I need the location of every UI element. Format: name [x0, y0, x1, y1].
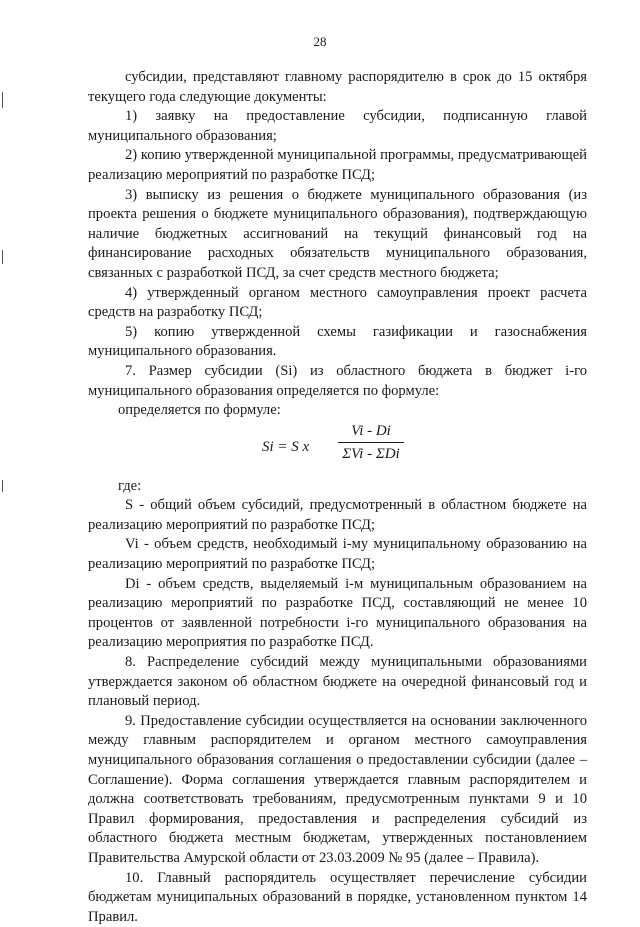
paragraph-2: 2) копию утвержденной муниципальной программы, предусматривающей реализацию мероприятий по разработке ПСД; [88, 147, 587, 183]
formula-lhs: Si = S x [262, 438, 310, 455]
formula-fraction [338, 421, 404, 464]
paragraph-11: Di - объем средств, выделяемый i-м муниципальным образованием на реализацию мероприятий по разработке ПСД, составляющий не менее 10 процентов от заявленной потребности i-го муниципального образования на реализацию мероприятия по разработке ПСД. [88, 575, 587, 651]
paragraph-4: 4) утвержденный органом местного самоуправления проект расчета средств на разработку ПСД; [88, 284, 587, 321]
scan-mark [2, 92, 3, 108]
formula-numerator: Vi - Di [351, 422, 391, 439]
paragraph-12: 8. Распределение субсидий между муниципальными образованиями утверждается законом об областном бюджете на очередной финансовый год и плановый период. [88, 654, 587, 710]
scan-mark [2, 480, 3, 492]
page-number: 28 [313, 34, 327, 49]
scan-mark [2, 250, 3, 264]
subsidy-formula [88, 421, 587, 477]
formula-denominator: ΣVi - ΣDi [342, 445, 400, 462]
paragraph-3: 3) выписку из решения о бюджете муниципального образования (из проекта решения о бюджете муниципального образования), подтверждающую наличие бюджетных ассигнований на текущий финансовый год на финансирование расходных обязательств муниципального образования, связанных с разработкой ПСД, за счет средств местного бюджета; [88, 186, 587, 281]
document-body [88, 68, 587, 927]
paragraph-9: S - общий объем субсидий, предусмотренный в областном бюджете на реализацию мероприятий по разработке ПСД; [88, 497, 587, 533]
paragraph-14: 10. Главный распорядитель осуществляет перечисление субсидии бюджетам муниципальных образований в порядке, установленном пунктом 14 Правил. [88, 869, 587, 925]
paragraph-5: 5) копию утвержденной схемы газификации и газоснабжения муниципального образования. [88, 323, 587, 360]
paragraph-1: 1) заявку на предоставление субсидии, подписанную главой муниципального образования; [88, 108, 587, 144]
paragraph-10: Vi - объем средств, необходимый i-му муниципальному образованию на реализацию мероприятий по разработке ПСД; [88, 536, 587, 573]
fraction-bar [338, 442, 404, 443]
paragraph-7: определяется по формуле: [118, 402, 281, 419]
paragraph-6: 7. Размер субсидии (Si) из областного бюджета в бюджет i-го муниципального образования определяется по формуле: [88, 362, 587, 399]
paragraph-13: 9. Предоставление субсидии осуществляется на основании заключенного между главным распорядителем и органом местного самоуправления муниципального образования соглашения о предоставлении субсидии (далее – Соглашение). Форма соглашения утверждается главным распорядителем и должна соответствовать требованиям, предусмотренным пунктами 9 и 10 Правил формирования, предоставления и распределения субсидий из областного бюджета местным бюджетам, утвержденных постановлением Правительства Амурской области от 23.03.2009 № 95 (далее – Правила). [88, 712, 587, 866]
paragraph-0: субсидии, представляют главному распорядителю в срок до 15 октября текущего года следующие документы: [88, 69, 587, 105]
paragraph-8: где: [118, 477, 142, 494]
